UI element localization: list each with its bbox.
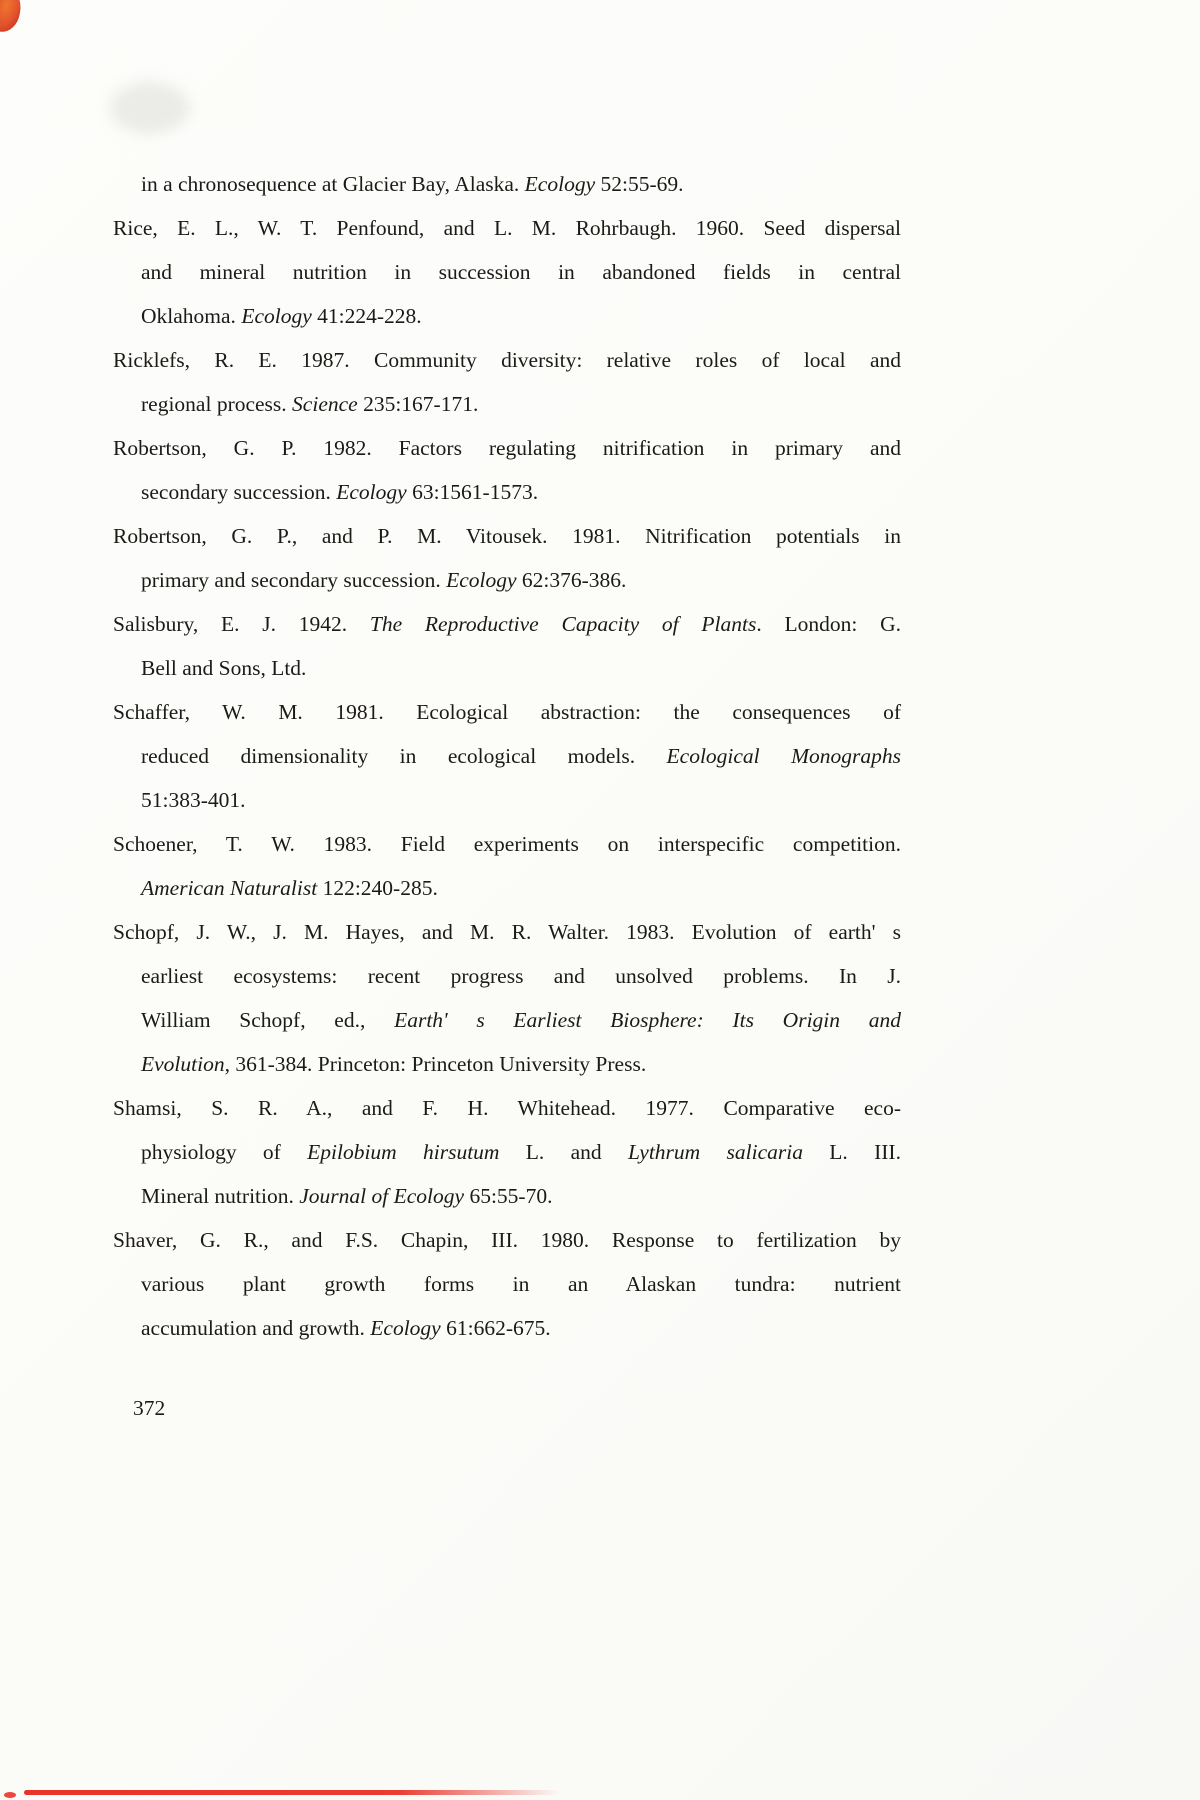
reference-italic-text: Ecology bbox=[370, 1316, 441, 1340]
reference-line bbox=[113, 954, 901, 998]
reference-entry bbox=[113, 602, 901, 690]
reference-text: and mineral nutrition in succession in abandoned fields in central bbox=[141, 260, 901, 284]
reference-text: reduced dimensionality in ecological models. bbox=[141, 744, 667, 768]
reference-italic-text: Ecology bbox=[524, 172, 596, 196]
references-list bbox=[113, 162, 901, 1350]
reference-line bbox=[113, 778, 901, 822]
reference-italic-text: Ecology bbox=[446, 568, 517, 592]
reference-entry bbox=[113, 426, 901, 514]
reference-text: earliest ecosystems: recent progress and unsolved problems. In J. bbox=[141, 964, 901, 988]
reference-text: Shamsi, S. R. A., and F. H. Whitehead. 1977. Comparative eco- bbox=[113, 1096, 901, 1120]
reference-text: Salisbury, E. J. 1942. bbox=[113, 612, 370, 636]
reference-italic-text: Ecological Monographs bbox=[666, 744, 901, 768]
reference-line bbox=[113, 1262, 901, 1306]
reference-entry bbox=[113, 690, 901, 822]
scan-smudge bbox=[110, 82, 190, 134]
reference-text: . London: G. bbox=[756, 612, 901, 636]
reference-line bbox=[113, 1306, 901, 1350]
reference-line bbox=[113, 822, 901, 866]
reference-line bbox=[113, 206, 901, 250]
reference-line bbox=[113, 646, 901, 690]
reference-line bbox=[113, 338, 901, 382]
reference-text: William Schopf, ed., bbox=[141, 1008, 395, 1032]
reference-line bbox=[113, 382, 901, 426]
reference-line bbox=[113, 866, 901, 910]
reference-text: , 361-384. Princeton: Princeton University Press. bbox=[224, 1052, 647, 1076]
scan-artifact-bottom-line bbox=[24, 1790, 559, 1795]
reference-line bbox=[113, 1218, 901, 1262]
reference-line bbox=[113, 998, 901, 1042]
reference-italic-text: Ecology bbox=[241, 304, 312, 328]
reference-line bbox=[113, 1086, 901, 1130]
reference-entry bbox=[113, 514, 901, 602]
reference-line bbox=[113, 470, 901, 514]
reference-line bbox=[113, 1174, 901, 1218]
reference-text: Robertson, G. P., and P. M. Vitousek. 1981. Nitrification potentials in bbox=[113, 524, 901, 548]
reference-text: 62:376-386. bbox=[516, 568, 627, 592]
reference-line bbox=[113, 910, 901, 954]
reference-text: 63:1561-1573. bbox=[406, 480, 539, 504]
reference-entry bbox=[113, 162, 901, 206]
reference-text: L. and bbox=[499, 1140, 628, 1164]
reference-text: Robertson, G. P. 1982. Factors regulating nitrification in primary and bbox=[113, 436, 901, 460]
reference-entry bbox=[113, 206, 901, 338]
scan-artifact-top-left bbox=[0, 0, 26, 36]
reference-italic-text: Earth' s Earliest Biosphere: Its Origin and bbox=[394, 1008, 901, 1032]
reference-text: Schopf, J. W., J. M. Hayes, and M. R. Walter. 1983. Evolution of earth' s bbox=[113, 920, 901, 944]
reference-text: Mineral nutrition. bbox=[141, 1184, 300, 1208]
reference-line bbox=[113, 294, 901, 338]
reference-line bbox=[113, 1042, 901, 1086]
reference-text: primary and secondary succession. bbox=[141, 568, 447, 592]
reference-italic-text: Evolution bbox=[141, 1052, 225, 1076]
reference-line bbox=[113, 602, 901, 646]
reference-text: Shaver, G. R., and F.S. Chapin, III. 1980. Response to fertilization by bbox=[113, 1228, 901, 1252]
reference-italic-text: Science bbox=[292, 392, 358, 416]
reference-italic-text: American Naturalist bbox=[141, 876, 318, 900]
reference-text: 122:240-285. bbox=[317, 876, 438, 900]
reference-entry bbox=[113, 338, 901, 426]
page-number: 372 bbox=[133, 1396, 166, 1420]
reference-text: secondary succession. bbox=[141, 480, 337, 504]
reference-text: L. III. bbox=[802, 1140, 901, 1164]
reference-line bbox=[113, 514, 901, 558]
reference-text: in a chronosequence at Glacier Bay, Alaska. bbox=[141, 172, 525, 196]
reference-line bbox=[113, 162, 901, 206]
reference-text: Schoener, T. W. 1983. Field experiments on interspecific competition. bbox=[113, 832, 901, 856]
reference-text: Oklahoma. bbox=[141, 304, 242, 328]
reference-line bbox=[113, 250, 901, 294]
reference-entry bbox=[113, 822, 901, 910]
reference-entry bbox=[113, 1218, 901, 1350]
reference-line bbox=[113, 558, 901, 602]
reference-italic-text: The Reproductive Capacity of Plants bbox=[369, 612, 757, 636]
reference-entry bbox=[113, 910, 901, 1086]
reference-text: 41:224-228. bbox=[311, 304, 422, 328]
reference-line bbox=[113, 426, 901, 470]
reference-text: 61:662-675. bbox=[440, 1316, 551, 1340]
reference-text: Ricklefs, R. E. 1987. Community diversity: relative roles of local and bbox=[113, 348, 901, 372]
reference-text: accumulation and growth. bbox=[141, 1316, 371, 1340]
reference-text: Bell and Sons, Ltd. bbox=[141, 656, 307, 680]
reference-entry bbox=[113, 1086, 901, 1218]
scan-artifact-bottom-dot bbox=[4, 1792, 16, 1798]
reference-text: 235:167-171. bbox=[357, 392, 479, 416]
reference-italic-text: Epilobium hirsutum bbox=[307, 1140, 500, 1164]
reference-text: Rice, E. L., W. T. Penfound, and L. M. Rohrbaugh. 1960. Seed dispersal bbox=[113, 216, 901, 240]
reference-text: regional process. bbox=[141, 392, 293, 416]
reference-line bbox=[113, 690, 901, 734]
reference-line bbox=[113, 734, 901, 778]
reference-italic-text: Lythrum salicaria bbox=[627, 1140, 803, 1164]
reference-text: 52:55-69. bbox=[595, 172, 684, 196]
reference-text: Schaffer, W. M. 1981. Ecological abstraction: the consequences of bbox=[113, 700, 901, 724]
reference-italic-text: Ecology bbox=[336, 480, 407, 504]
reference-line bbox=[113, 1130, 901, 1174]
reference-italic-text: Journal of Ecology bbox=[299, 1184, 465, 1208]
reference-text: various plant growth forms in an Alaskan tundra: nutrient bbox=[141, 1272, 901, 1296]
reference-text: 65:55-70. bbox=[464, 1184, 553, 1208]
reference-text: 51:383-401. bbox=[141, 788, 246, 812]
reference-text: physiology of bbox=[141, 1140, 308, 1164]
